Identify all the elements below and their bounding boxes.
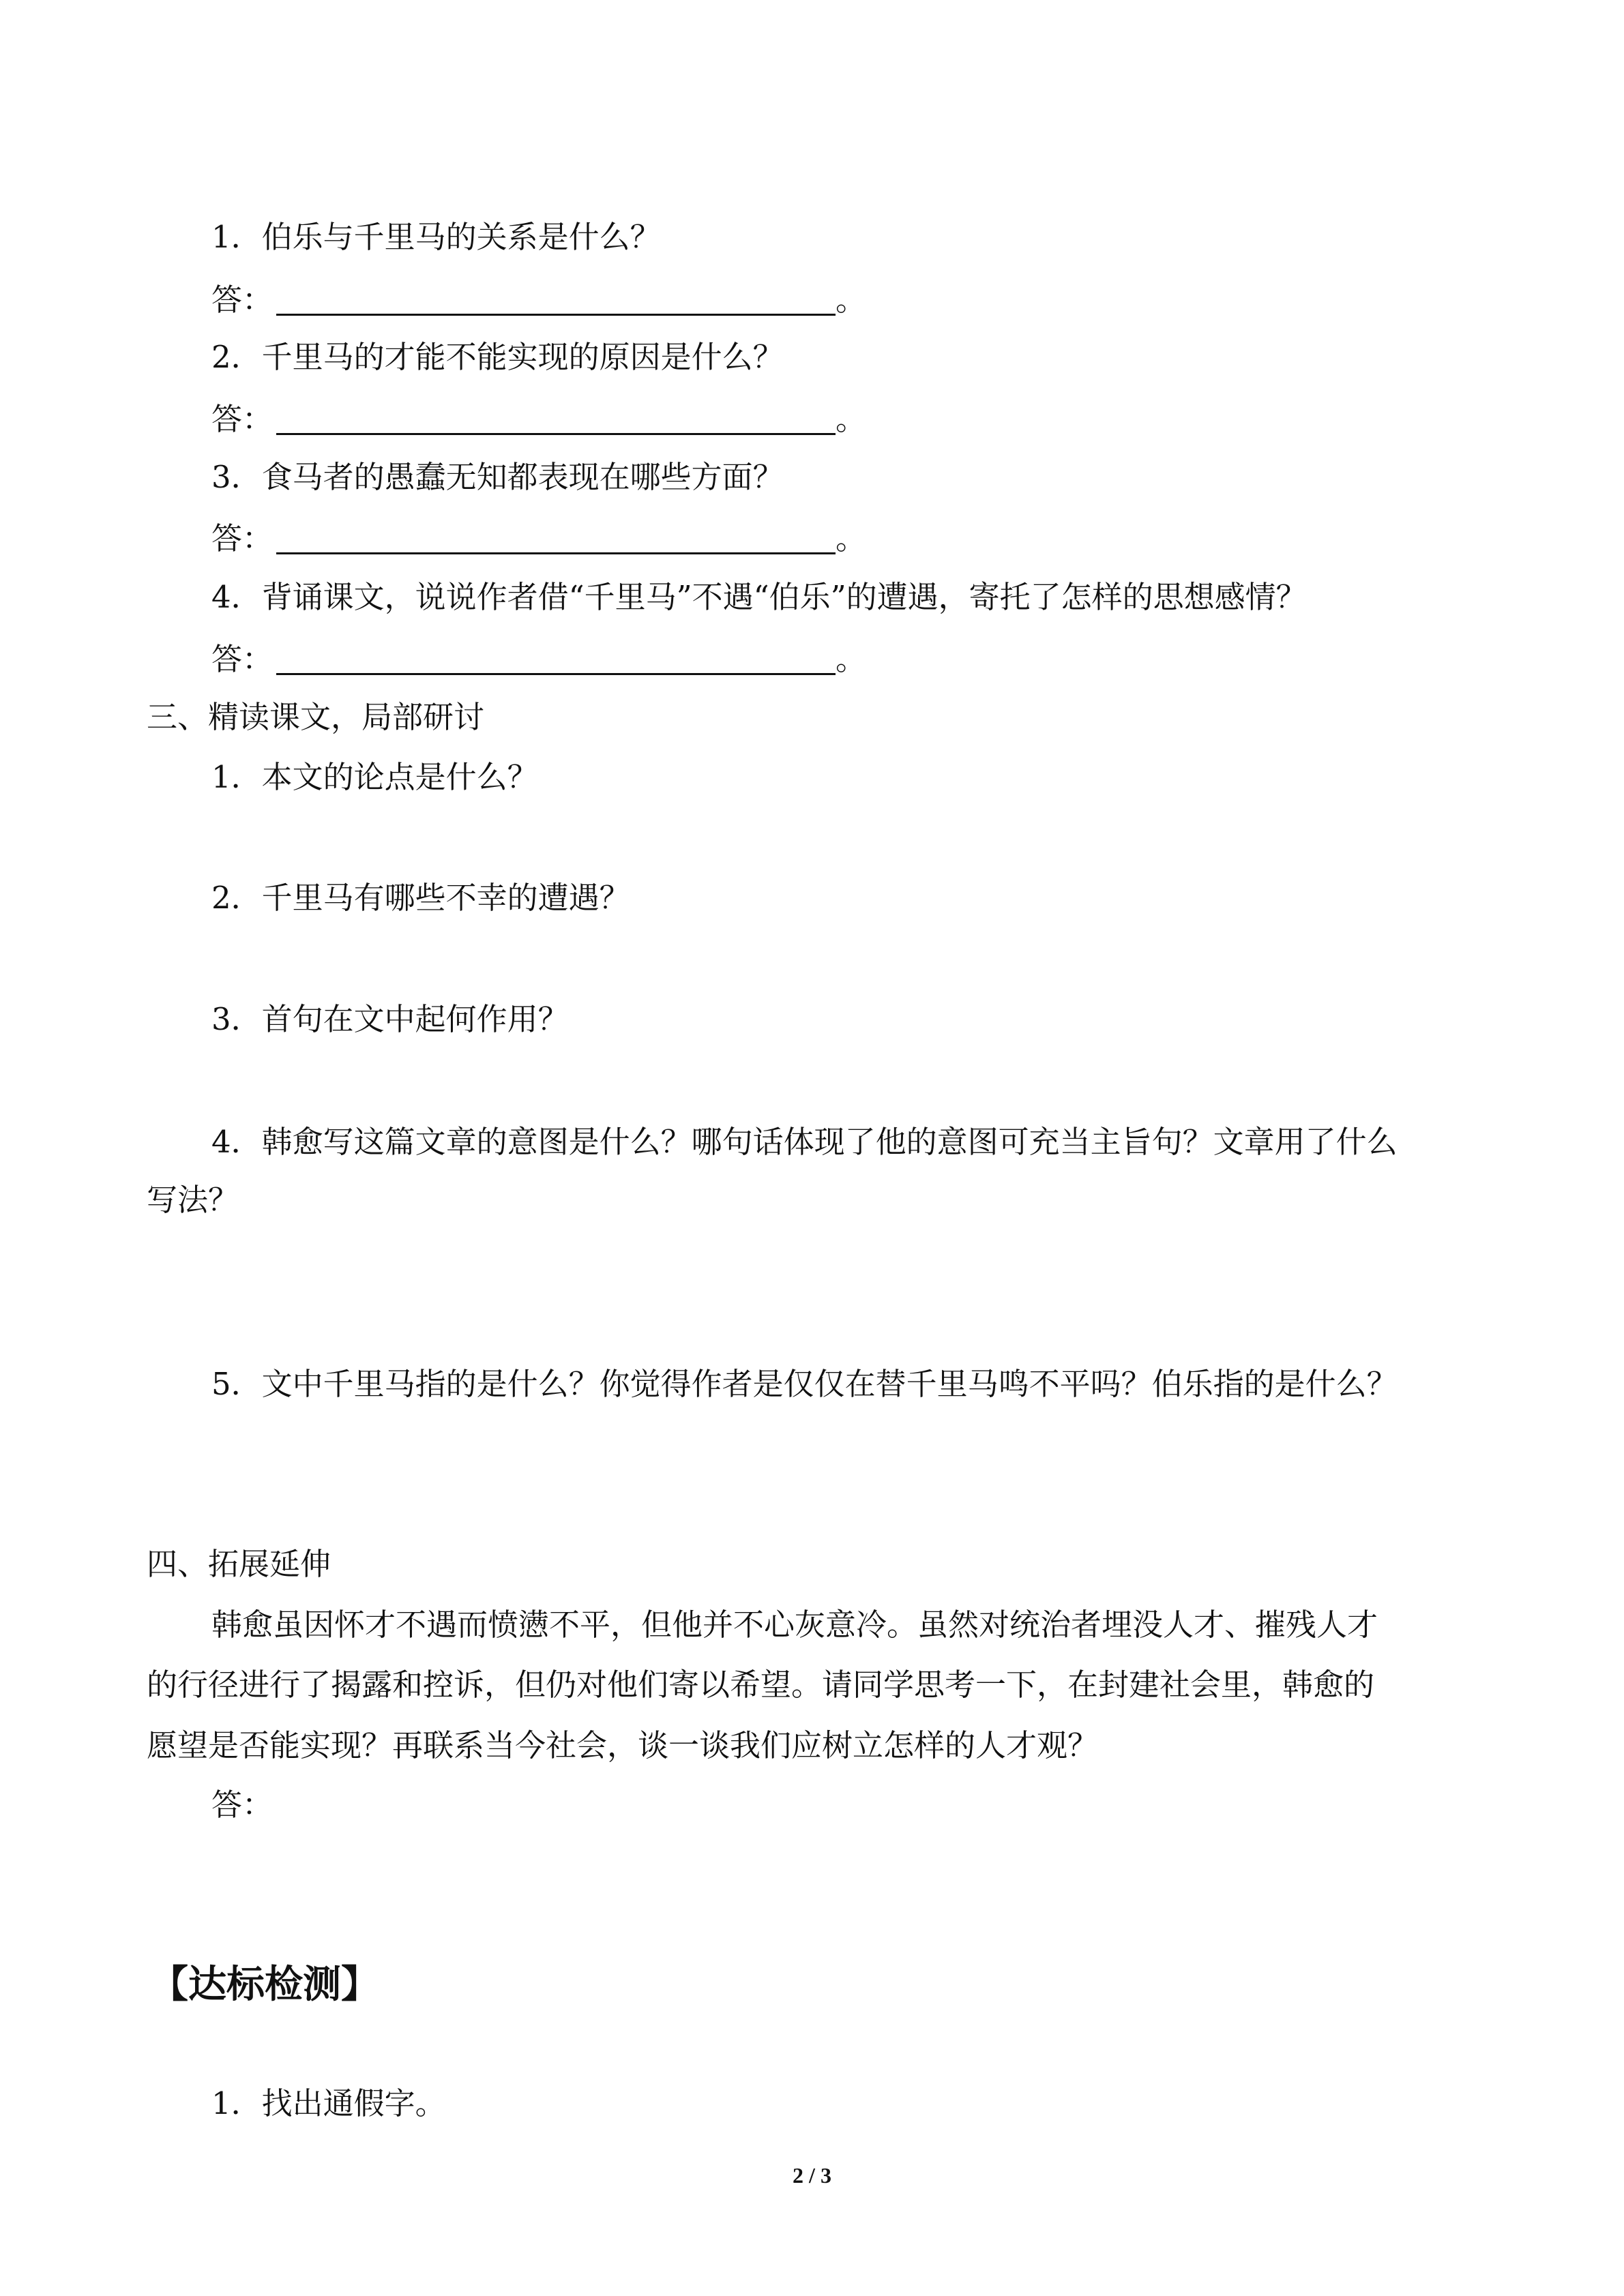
answer-suffix: 。 <box>836 282 867 318</box>
answer-suffix: 。 <box>836 520 867 556</box>
extension-paragraph-line-3: 愿望是否能实现？再联系当今社会，谈一谈我们应树立怎样的人才观？ <box>147 1727 1099 1763</box>
answer-blank[interactable] <box>276 314 836 316</box>
section-heading-check: 【达标检测】 <box>150 1963 379 2007</box>
answer-prefix: 答： <box>211 520 274 556</box>
answer-prefix: 答： <box>211 401 274 437</box>
extension-paragraph-line-2: 的行径进行了揭露和控诉，但仍对他们寄以希望。请同学思考一下，在封建社会里，韩愈的 <box>147 1667 1375 1703</box>
section-heading-extension: 四、拓展延伸 <box>147 1546 331 1582</box>
answer-blank[interactable] <box>276 552 836 554</box>
answer-blank[interactable] <box>276 433 836 435</box>
question-2-understanding: 2．千里马的才能不能实现的原因是什么？ <box>211 339 784 375</box>
extension-paragraph-line-1: 韩愈虽因怀才不遇而愤懑不平，但他并不心灰意冷。虽然对统治者埋没人才、摧残人才 <box>211 1607 1378 1643</box>
question-tongjiazi: 1．找出通假字。 <box>211 2085 446 2121</box>
question-meaning: 5．文中千里马指的是什么？你觉得作者是仅仅在替千里马鸣不平吗？伯乐指的是什么？ <box>211 1366 1398 1402</box>
answer-blank[interactable] <box>276 673 836 675</box>
question-misfortunes: 2．千里马有哪些不幸的遭遇？ <box>211 880 630 916</box>
extension-answer-prefix: 答： <box>211 1787 274 1823</box>
question-intent-line-2: 写法？ <box>147 1182 239 1218</box>
answer-prefix: 答： <box>211 641 274 677</box>
question-thesis: 1．本文的论点是什么？ <box>211 759 538 795</box>
answer-suffix: 。 <box>836 641 867 677</box>
section-heading-close-reading: 三、精读课文，局部研讨 <box>147 699 485 735</box>
answer-prefix: 答： <box>211 282 274 318</box>
page-number: 2 / 3 <box>793 2163 831 2188</box>
question-4-understanding: 4．背诵课文，说说作者借“千里马”不遇“伯乐”的遭遇，寄托了怎样的思想感情？ <box>211 579 1307 615</box>
question-3-understanding: 3．食马者的愚蠢无知都表现在哪些方面？ <box>211 459 784 495</box>
answer-suffix: 。 <box>836 401 867 437</box>
question-first-sentence: 3．首句在文中起何作用？ <box>211 1001 569 1037</box>
question-intent-line-1: 4．韩愈写这篇文章的意图是什么？哪句话体现了他的意图可充当主旨句？文章用了什么 <box>211 1124 1398 1160</box>
question-1-understanding: 1．伯乐与千里马的关系是什么？ <box>211 219 661 255</box>
